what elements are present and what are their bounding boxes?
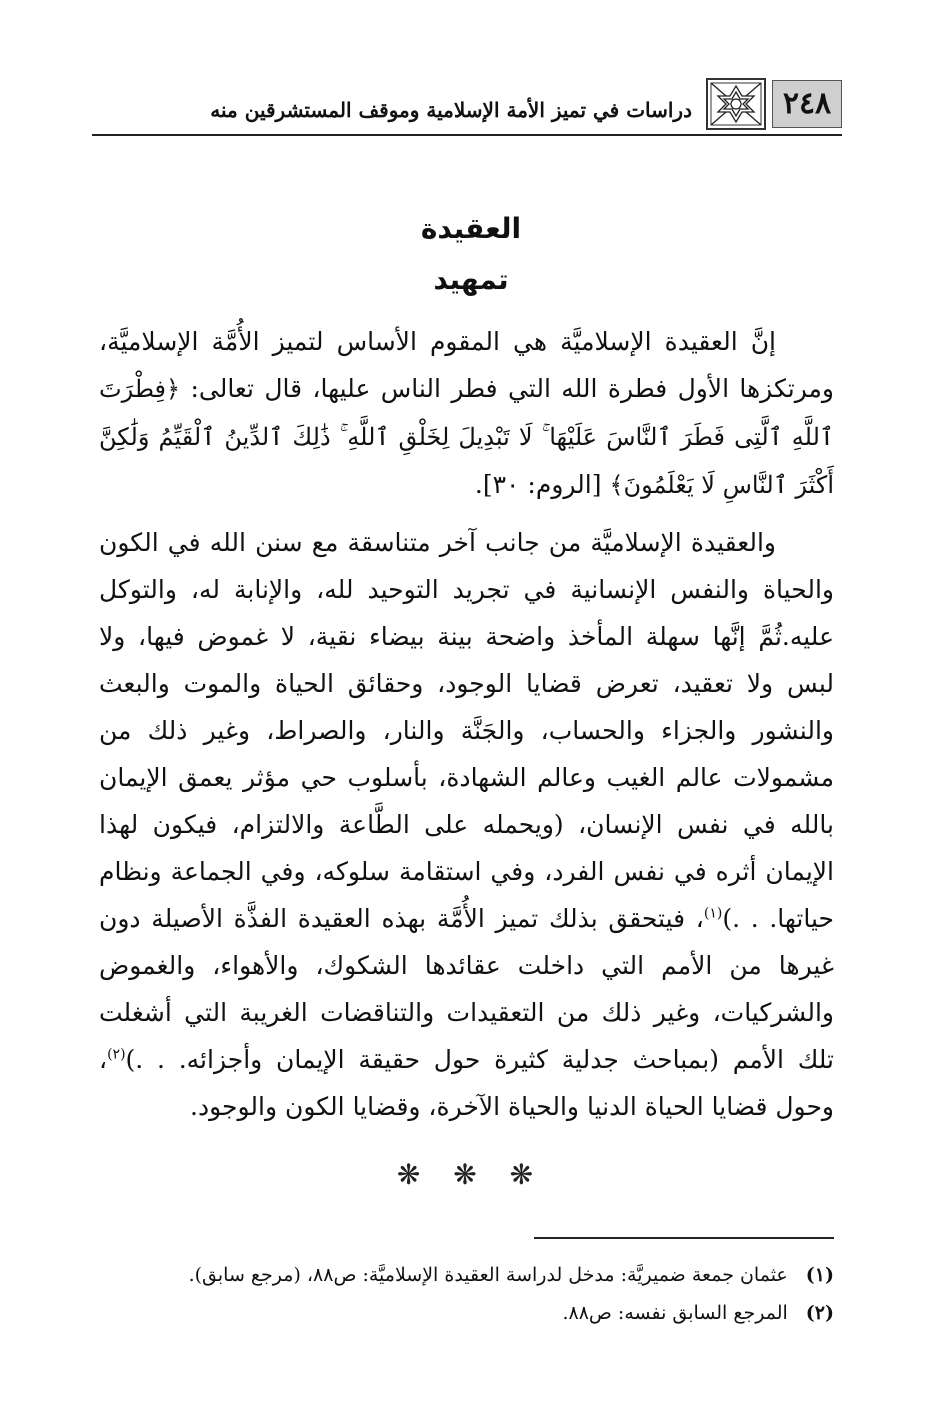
body-text	[99, 318, 834, 1130]
section-subtitle: تمهيد	[433, 263, 509, 296]
geometric-ornament-icon	[706, 78, 766, 130]
verse-citation: [الروم: ٣٠].	[474, 470, 602, 499]
footnote-number: (١)	[805, 1264, 834, 1286]
footnote-ref-1[interactable]: (١)	[703, 905, 723, 922]
footnotes	[99, 1256, 834, 1332]
footnote-text: المرجع السابق نفسه: ص٨٨.	[562, 1302, 788, 1324]
paragraph-2	[99, 519, 834, 1130]
footnote-rule	[534, 1237, 834, 1239]
paragraph-2-part-1: والعقيدة الإسلاميَّة من جانب آخر متناسقة مع سنن الله في الكون والحياة والنفس الإنسانية في تجريد التوحيد لله، والإنابة له، والتوكل عليه.ثُمَّ إنَّها سهلة المأخذ واضحة بينة بيضاء نقية، لا غموض فيها، ولا لبس ولا تعقيد، تعرض قضايا الوجود، وحقائق الحياة والموت والبعث والنشور والجزاء والحساب، والجَنَّة والنار، والصراط، وغير ذلك من مشمولات عالم الغيب وعالم الشهادة، بأسلوب حي مؤثر يعمق الإيمان بالله في نفس الإنسان، (ويحمله على الطَّاعة والالتزام، فيكون لهذا الإيمان أثره في نفس الفرد، وفي استقامة سلوكه، وفي الجماعة ونظام حياتها. . .)	[99, 528, 834, 933]
footnote-text: عثمان جمعة ضميريَّة: مدخل لدراسة العقيدة الإسلاميَّة: ص٨٨، (مرجع سابق).	[188, 1264, 788, 1286]
footnote-ref-2[interactable]: (٢)	[107, 1046, 126, 1063]
section-title: العقيدة	[420, 212, 522, 245]
paragraph-2-part-3: ، وحول قضايا الحياة الدنيا والحياة الآخرة، وقضايا الكون والوجود.	[99, 1045, 834, 1121]
page-number: ٢٤٨	[772, 80, 842, 128]
header-rule	[92, 134, 842, 136]
section-separator: ❋ ❋ ❋	[396, 1158, 546, 1191]
page-header	[92, 72, 842, 136]
quran-verse: ﴿فِطْرَتَ ٱللَّهِ ٱلَّتِى فَطَرَ ٱلنَّاسَ عَلَيْهَا ۚ لَا تَبْدِيلَ لِخَلْقِ ٱللَّهِ ۚ ذَٰلِكَ ٱلدِّينُ ٱلْقَيِّمُ وَلَٰكِنَّ أَكْثَرَ ٱلنَّاسِ لَا يَعْلَمُونَ﴾	[99, 375, 834, 499]
footnote-1	[99, 1256, 834, 1294]
paragraph-1-intro: إنَّ العقيدة الإسلاميَّة هي المقوم الأساس لتميز الأُمَّة الإسلاميَّة، ومرتكزها الأول فطرة الله التي فطر الناس عليها، قال تعالى:	[99, 327, 834, 403]
paragraph-1	[99, 318, 834, 509]
running-title: دراسات في تميز الأمة الإسلامية وموقف المستشرقين منه	[210, 98, 692, 122]
footnote-number: (٢)	[805, 1302, 834, 1324]
footnote-2	[99, 1294, 834, 1332]
paragraph-2-part-2: ، فيتحقق بذلك تميز الأُمَّة بهذه العقيدة الفذَّة الأصيلة دون غيرها من الأمم التي داخلت عقائدها الشكوك، والأهواء، والغموض والشركيات، وغير ذلك من التعقيدات والتناقضات الغريبة التي أشغلت تلك الأمم (بمباحث جدلية كثيرة حول حقيقة الإيمان وأجزائه. . .)	[99, 904, 834, 1074]
